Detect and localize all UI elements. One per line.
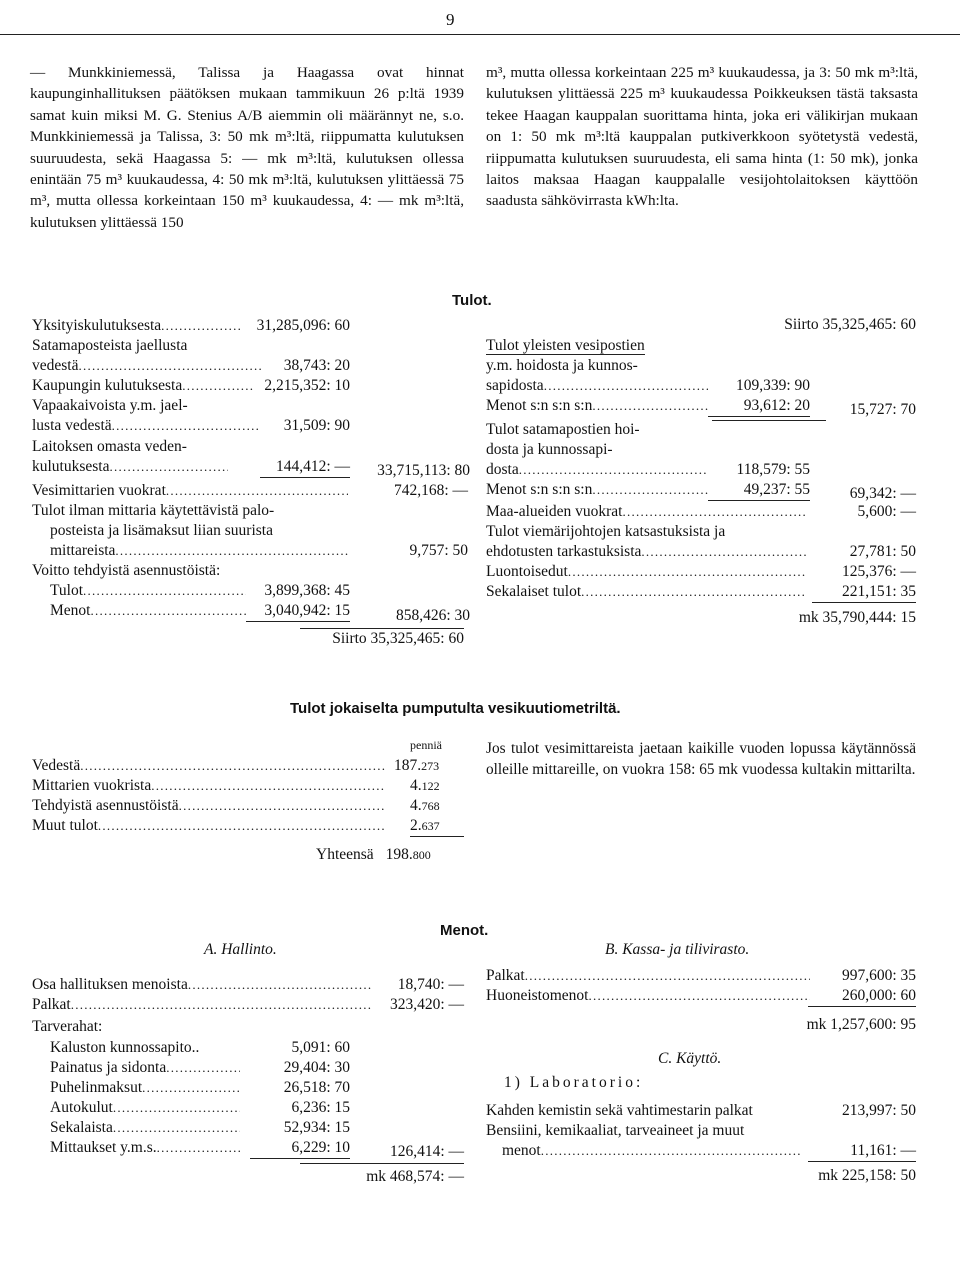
menot-b-total: mk 1,257,600: 95 xyxy=(806,1016,916,1033)
menot-heading: Menot. xyxy=(440,922,489,939)
table-row: Puhelinmaksut . . . 26,518: 70 xyxy=(50,1078,460,1098)
table-row: Palkat . . . 997,600: 35 xyxy=(486,966,918,986)
table-row: Mittaukset y.m.s. . . . 6,229: 10 126,414: — xyxy=(50,1138,460,1160)
table-row: kulutuksesta . . . 144,412: — 33,715,113: 80 xyxy=(32,457,472,479)
table-row: Kahden kemistin sekä vahtimestarin palkat 213,997: 50 xyxy=(486,1102,916,1119)
table-row: Palkat . . . 323,420: — xyxy=(32,995,462,1015)
table-row: Vedestä . . . 187.273 xyxy=(32,756,462,776)
table-row: menot . . . 11,161: — xyxy=(502,1141,918,1163)
laboratorio-heading: 1) Laboratorio: xyxy=(504,1074,644,1091)
table-row: Menot s:n s:n s:n . . . 49,237: 55 69,342: — xyxy=(486,480,918,502)
table-row: Autokulut . . . 6,236: 15 xyxy=(50,1098,460,1118)
table-row: mittareista . . . 9,757: 50 xyxy=(50,541,470,561)
table-row-text: Satamaposteista jaellusta xyxy=(32,337,188,354)
menot-c-total: mk 225,158: 50 xyxy=(818,1167,916,1184)
table-row: Muut tulot . . . 2.637 xyxy=(32,816,462,837)
table-row-text: Vapaakaivoista y.m. jael- xyxy=(32,397,188,414)
table-row-text: Tulot satamapostien hoi- xyxy=(486,421,640,438)
page-number: 9 xyxy=(446,10,455,29)
table-row: dosta . . . 118,579: 55 xyxy=(486,460,918,480)
table-row: vedestä . . . 38,743: 20 xyxy=(32,356,472,376)
table-row: Sekalaista . . . 52,934: 15 xyxy=(50,1118,460,1138)
table-row: Yksityiskulutuksesta . . . 31,285,096: 60 xyxy=(32,316,472,336)
table-row: Kaluston kunnossapito.. 5,091: 60 xyxy=(50,1039,350,1056)
table-row-text: Voitto tehdyistä asennustöistä: xyxy=(32,562,221,579)
table-row: Tulot . . . 3,899,368: 45 xyxy=(50,581,470,601)
rule xyxy=(712,420,826,421)
table-row: Huoneistomenot . . . 260,000: 60 xyxy=(486,986,918,1008)
tulot-total: mk 35,790,444: 15 xyxy=(798,609,916,626)
table-row: Mittarien vuokrista . . . 4.122 xyxy=(32,776,462,796)
table-row: Vesimittarien vuokrat . . . 742,168: — xyxy=(32,481,472,501)
section-c-title: C. Käyttö. xyxy=(658,1050,722,1067)
siirto-left: Siirto 35,325,465: 60 xyxy=(300,628,464,649)
table-row: Tehdyistä asennustöistä . . . 4.768 xyxy=(32,796,462,816)
top-rule xyxy=(0,34,960,35)
table-row: lusta vedestä . . . 31,509: 90 xyxy=(32,416,472,436)
table-row-text: Bensiini, kemikaaliat, tarveaineet ja muut xyxy=(486,1122,745,1139)
menot-a-total: mk 468,574: — xyxy=(300,1163,464,1188)
unit-label: penniä xyxy=(410,738,442,752)
table-row: Kaupungin kulutuksesta . . . 2,215,352: 10 xyxy=(32,376,472,396)
per-m3-note: Jos tulot vesimittareista jaetaan kaikille vuoden lopussa käytännössä olleille mittareille, on vuokra 158: 65 mk vuodessa kultakin mittarilta. xyxy=(486,740,916,778)
per-m3-heading: Tulot jokaiselta pumputulta vesikuutiometriltä. xyxy=(290,700,621,717)
table-row: Sekalaiset tulot . . . 221,151: 35 xyxy=(486,582,918,603)
section-b-title: B. Kassa- ja tilivirasto. xyxy=(605,941,750,958)
table-row-text: Laitoksen omasta veden- xyxy=(32,438,187,455)
table-row: Maa-alueiden vuokrat . . . 5,600: — xyxy=(486,502,918,522)
table-row: Menot . . . 3,040,942: 15 858,426: 30 xyxy=(50,601,470,623)
tulot-heading: Tulot. xyxy=(452,292,492,309)
table-row-text: Tarverahat: xyxy=(32,1018,103,1035)
table-row: sapidosta . . . 109,339: 90 xyxy=(486,376,918,396)
siirto-right: Siirto 35,325,465: 60 xyxy=(784,316,916,333)
per-m3-total: Yhteensä 198.800 xyxy=(316,846,431,863)
table-row-text: Tulot yleisten vesipostien xyxy=(486,337,645,354)
table-row-text: posteista ja lisämaksut liian suurista xyxy=(50,522,273,539)
table-row: Painatus ja sidonta . . . 29,404: 30 xyxy=(50,1058,460,1078)
table-row: ehdotusten tarkastuksista . . . 27,781: 50 xyxy=(486,542,918,562)
table-row-text: Tulot ilman mittaria käytettävistä palo- xyxy=(32,502,275,519)
intro-left-paragraph: — Munkkiniemessä, Talissa ja Haagassa ovat hinnat kaupunginhallituksen päätöksen mukaan tammikuun 26 p:ltä 1939 samat kuin miksi M. G. Stenius A/B aiemmin oli määrännyt ne, s.o. Munkkiniemessä ja Talissa, 3: 50 mk m³:ltä, riippumatta kulutuksen suuruudesta, sekä Haagassa 5: — mk m³:ltä, kulutuksen ollessa enintään 75 m³ kuukaudessa, 4: 50 mk m³:ltä, kulutuksen ylittäessä 75 m³, mutta ollessa korkeintaan 150 m³ kuukaudessa, 4: — mk m³:ltä, kulutuksen ylittäessä 150 xyxy=(30,64,464,231)
table-row-text: dosta ja kunnossapi- xyxy=(486,441,613,458)
intro-right-paragraph: m³, mutta ollessa korkeintaan 225 m³ kuukaudessa, ja 3: 50 mk m³:ltä, kulutuksen ylittäessä 225 m³ kuukaudessa Poikkeuksen tästä taksasta tekee Haagan kauppalan suorittama hinta, joka eri välikirjan mukaan on 1: 50 mk m³:ltä kauppalan putkiverkkoon syötetystä vedestä, riippumatta kulutuksen suuruudesta, eli sama hinta (1: 50 mk), jonka laitos maksaa Haagan kauppalalle vesijohtolaitoksen käyttöön saadusta sähkövirrasta kWh:lta. xyxy=(486,64,918,210)
section-a-title: A. Hallinto. xyxy=(204,941,277,958)
table-row-text: y.m. hoidosta ja kunnos- xyxy=(486,357,638,374)
table-row: Luontoisedut . . . 125,376: — xyxy=(486,562,918,582)
table-row: Osa hallituksen menoista . . . 18,740: — xyxy=(32,975,462,995)
table-row: Menot s:n s:n s:n . . . 93,612: 20 15,727: 70 xyxy=(486,396,918,418)
table-row-text: Tulot viemärijohtojen katsastuksista ja xyxy=(486,523,726,540)
